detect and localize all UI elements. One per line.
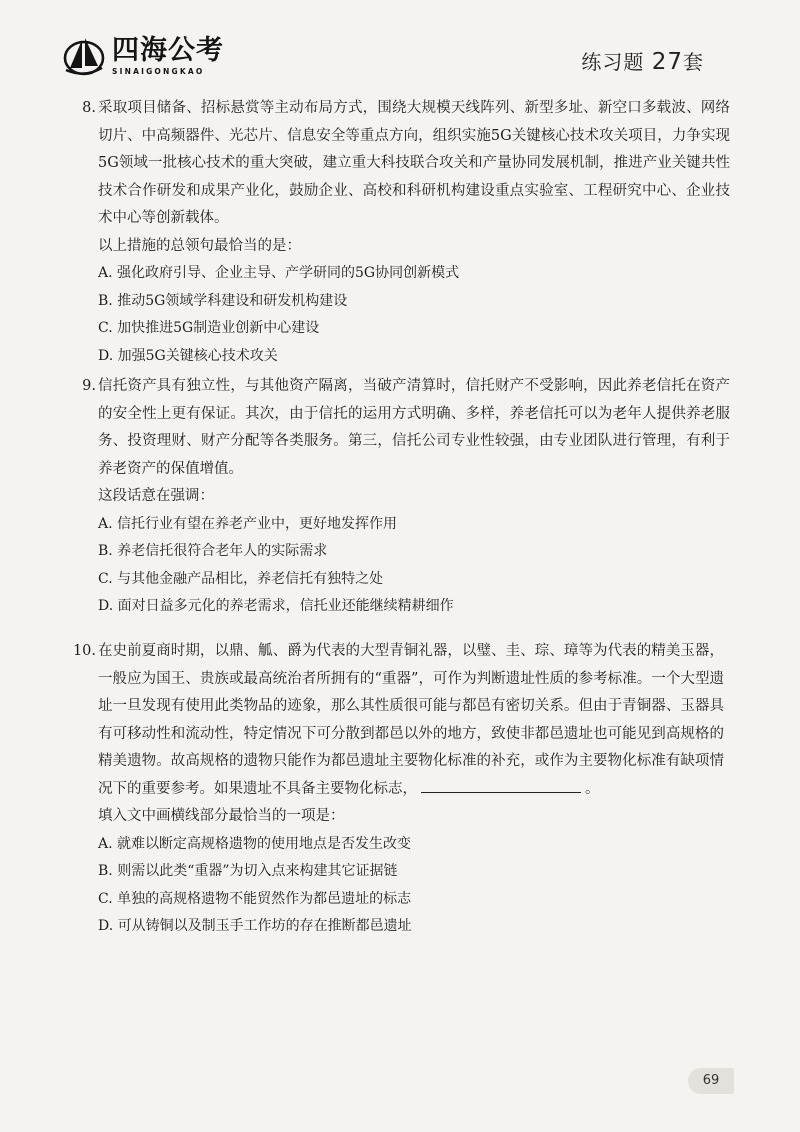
brand-name-cn: 四海公考 [112,35,224,66]
question-prompt: 以上措施的总领句最恰当的是： [98,237,301,254]
option-a: A. 就难以断定高规格遗物的使用地点是否发生改变 [98,835,412,852]
option-b: B. 推动5G领域学科建设和研发机构建设 [98,292,348,309]
question-number: 10. [72,643,96,659]
question-text-body: 在史前夏商时期，以鼎、觚、爵为代表的大型青铜礼器，以璧、圭、琮、璋等为代表的精美玉器，一般应为国王、贵族或最高统治者所拥有的“重器”，可作为判断遗址性质的参考标准。一个大型遗址一旦发现有使用此类物品的迹象，那么其性质很可能与都邑有密切关系。但由于青铜器、玉器具有可移动性和流动性，特定情况下可分散到都邑以外的地方，致使非都邑遗址也可能见到高规格的精美遗物。故高规格的遗物只能作为都邑遗址主要物化标准的补充，或作为主要物化标准有缺项情况下的重要参考。如果遗址不具备主要物化标志， [98,643,724,797]
option-c: C. 加快推进5G制造业创新中心建设 [98,320,320,336]
option-d: D. 加强5G关键核心技术攻关 [98,347,278,364]
option-c: C. 单独的高规格遗物不能贸然作为都邑遗址的标志 [98,890,412,907]
option-a: A. 信托行业有望在养老产业中，更好地发挥作用 [98,515,398,532]
sail-logo-icon [62,34,106,78]
page-number: 69 [688,1068,734,1094]
question-text [98,638,724,803]
set-title-prefix: 练习题 [581,50,645,74]
option-b: B. 养老信托很符合老年人的实际需求 [98,543,328,559]
question-text: 信托资产具有独立性，与其他资产隔离，当破产清算时，信托财产不受影响，因此养老信托在资产的安全性上更有保证。其次，由于信托的运用方式明确、多样，养老信托可以为老年人提供养老服务、投资理财、财产分配等各类服务。第三，信托公司专业性较强，由专业团队进行管理，有利于养老资产的保值增值。 [98,378,730,477]
set-title-suffix: 套 [683,50,704,74]
question-prompt: 这段话意在强调： [98,488,214,504]
question-text-end: 。 [585,780,600,797]
option-d: D. 可从铸铜以及制玉手工作坊的存在推断都邑遗址 [98,918,412,934]
option-b: B. 则需以此类“重器”为切入点来构建其它证据链 [98,863,398,879]
option-a: A. 强化政府引导、企业主导、产学研同的5G协同创新模式 [98,265,460,281]
question-text: 采取项目储备、招标悬赏等主动布局方式，围绕大规模天线阵列、新型多址、新空口多载波、网络切片、中高频器件、光芯片、信息安全等重点方向，组织实施5G关键核心技术攻关项目，力争实现5G领域一批核心技术的重大突破，建立重大科技联合攻关和产量协同发展机制，推进产业关键共性技术合作研发和成果产业化，鼓励企业、高校和科研机构建设重点实验室、工程研究中心、企业技术中心等创新载体。 [98,100,730,226]
set-title-number: 27 [651,49,683,75]
question-10 [68,638,728,941]
question-number: 9. [82,378,96,394]
question-9 [76,373,736,621]
option-c: C. 与其他金融产品相比，养老信托有独特之处 [98,570,384,587]
fill-in-blank [421,778,581,793]
set-title [581,46,704,75]
question-number: 8. [82,100,96,116]
brand-name-en: SINAIGONGKAO [112,67,205,76]
question-prompt: 填入文中画横线部分最恰当的一项是： [98,808,345,824]
brand-logo [62,30,224,82]
option-d: D. 面对日益多元化的养老需求，信托业还能继续精耕细作 [98,598,454,614]
question-8 [76,95,736,370]
